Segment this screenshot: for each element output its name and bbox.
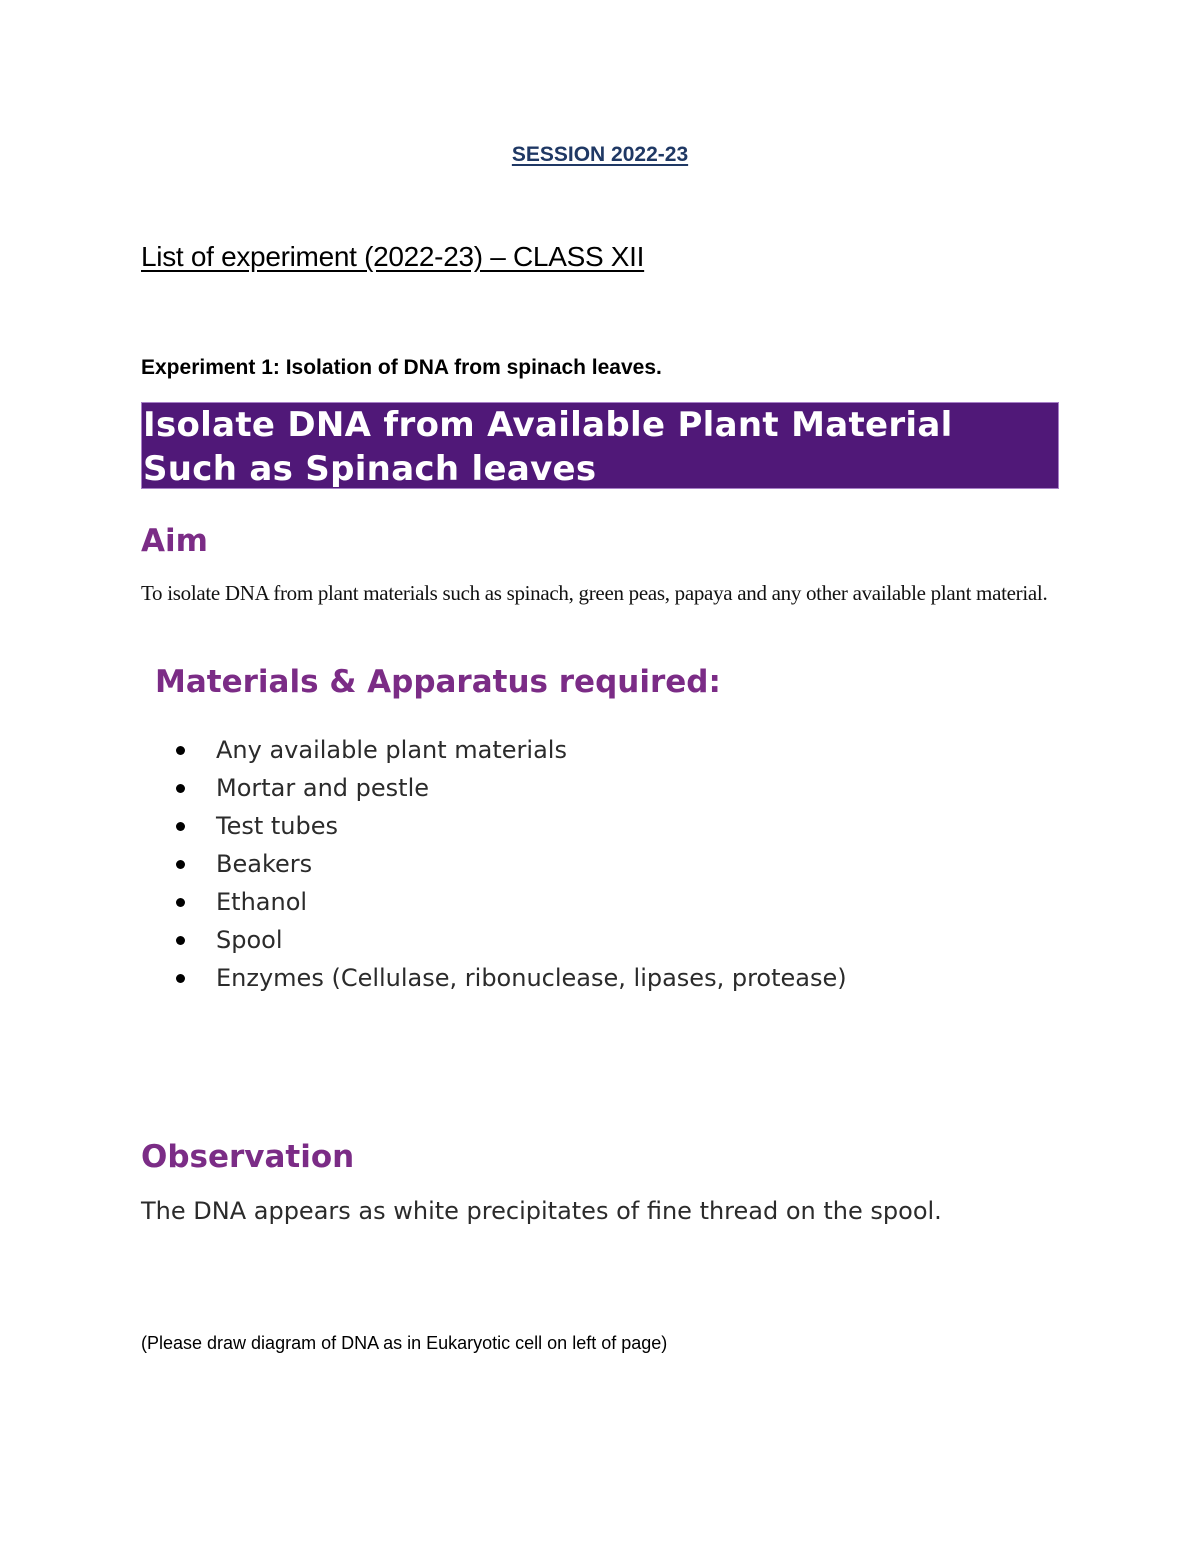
observation-text: The DNA appears as white precipitates of fine thread on the spool. <box>141 1197 942 1225</box>
bullet-icon <box>176 936 185 945</box>
list-item-label: Spool <box>216 926 283 954</box>
bullet-icon <box>176 746 185 755</box>
banner-line-2: Such as Spinach leaves <box>143 449 597 489</box>
list-item <box>172 921 847 959</box>
observation-heading: Observation <box>141 1139 355 1175</box>
list-item <box>172 731 847 769</box>
list-item-label: Beakers <box>216 850 313 878</box>
title-banner <box>141 402 1059 489</box>
bullet-icon <box>176 822 185 831</box>
aim-text: To isolate DNA from plant materials such as spinach, green peas, papaya and any other available plant material. <box>141 581 1048 605</box>
list-item-label: Test tubes <box>216 812 339 840</box>
list-item <box>172 807 847 845</box>
aim-heading: Aim <box>141 523 208 559</box>
materials-list <box>172 731 847 997</box>
materials-heading: Materials & Apparatus required: <box>155 664 721 700</box>
bullet-icon <box>176 974 185 983</box>
bullet-icon <box>176 898 185 907</box>
diagram-note: (Please draw diagram of DNA as in Eukaryotic cell on left of page) <box>141 1333 668 1353</box>
banner-line-1: Isolate DNA from Available Plant Material <box>143 405 953 445</box>
list-item-label: Any available plant materials <box>216 736 567 764</box>
list-item-label: Enzymes (Cellulase, ribonuclease, lipases, protease) <box>216 964 847 992</box>
list-item-label: Ethanol <box>216 888 308 916</box>
list-item <box>172 959 847 997</box>
session-heading: SESSION 2022-23 <box>511 143 689 166</box>
list-item-label: Mortar and pestle <box>216 774 429 802</box>
bullet-icon <box>176 860 185 869</box>
experiment-title: Experiment 1: Isolation of DNA from spinach leaves. <box>141 356 662 379</box>
list-item <box>172 769 847 807</box>
bullet-icon <box>176 784 185 793</box>
list-item <box>172 845 847 883</box>
list-title: List of experiment (2022-23) – CLASS XII <box>141 241 645 272</box>
list-item <box>172 883 847 921</box>
